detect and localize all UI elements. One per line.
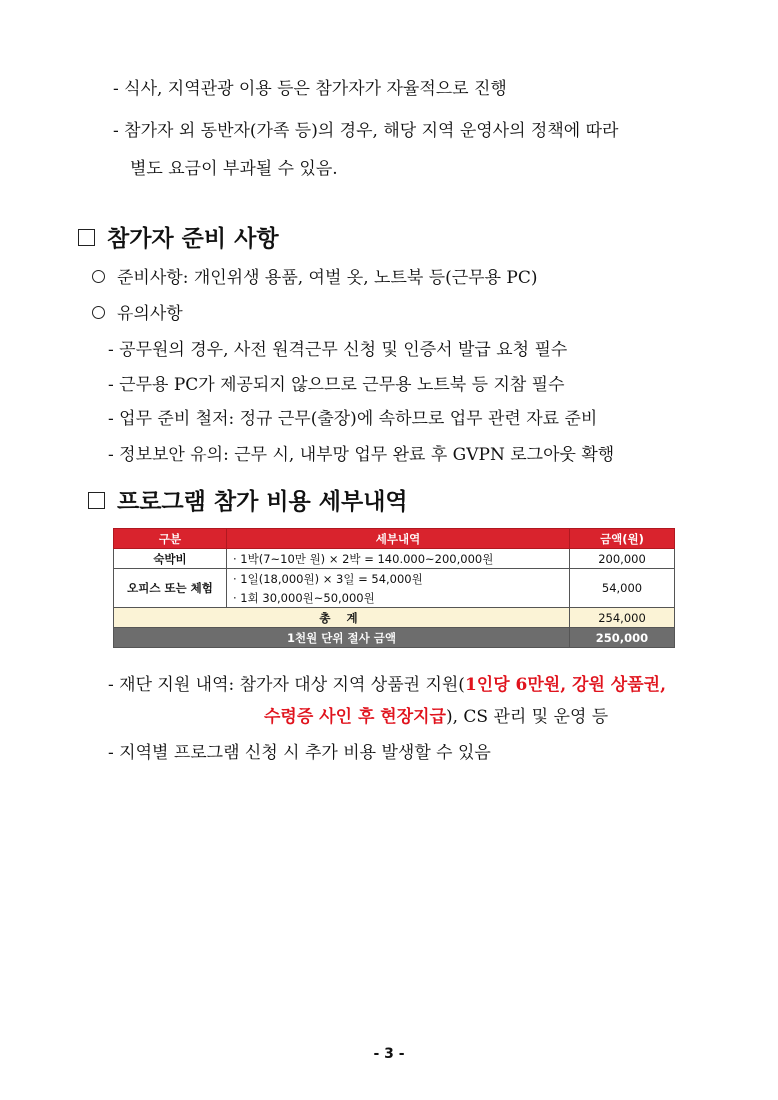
- detail-cell: · 1회 30,000원~50,000원: [227, 588, 570, 608]
- table-row: [114, 569, 675, 589]
- total-row: [114, 608, 675, 628]
- circle-bullet-icon: [92, 270, 105, 283]
- total-amount: 254,000: [570, 608, 675, 628]
- list-item: 준비사항: 개인위생 용품, 여벌 옷, 노트북 등(근무용 PC): [92, 266, 538, 290]
- rounded-row: [114, 628, 675, 648]
- text-line: - 식사, 지역관광 이용 등은 참가자가 자율적으로 진행: [113, 79, 507, 99]
- sub-item: - 공무원의 경우, 사전 원격근무 신청 및 인증서 발급 요청 필수: [108, 340, 568, 360]
- checkbox-icon: [88, 492, 105, 509]
- header-cell: 세부내역: [227, 529, 570, 549]
- rounded-amount: 250,000: [570, 628, 675, 648]
- table-header-row: [114, 529, 675, 549]
- section-title: 참가자 준비 사항: [107, 226, 279, 252]
- detail-cell: · 1일(18,000원) × 3일 = 54,000원: [227, 569, 570, 589]
- amount-cell: 54,000: [570, 569, 675, 608]
- circle-bullet-icon: [92, 306, 105, 319]
- note-line: 수령증 사인 후 현장지급), CS 관리 및 운영 등: [264, 707, 609, 727]
- detail-cell: · 1박(7~10만 원) × 2박 = 140.000~200,000원: [227, 549, 570, 569]
- header-cell: 금액(원): [570, 529, 675, 549]
- note-line: - 재단 지원 내역: 참가자 대상 지역 상품권 지원(1인당 6만원, 강원 상품권,: [108, 675, 666, 695]
- sub-item: - 정보보안 유의: 근무 시, 내부망 업무 완료 후 GVPN 로그아웃 확행: [108, 445, 615, 465]
- table-row: [114, 549, 675, 569]
- sub-item: - 근무용 PC가 제공되지 않으므로 근무용 노트북 등 지참 필수: [108, 375, 565, 395]
- list-item: 유의사항: [92, 302, 183, 326]
- text-line: 별도 요금이 부과될 수 있음.: [130, 159, 338, 179]
- total-label: 총 계: [114, 608, 570, 628]
- checkbox-icon: [78, 229, 95, 246]
- sub-item: - 업무 준비 철저: 정규 근무(출장)에 속하므로 업무 관련 자료 준비: [108, 409, 598, 429]
- page-number: - 3 -: [373, 1046, 405, 1062]
- category-cell: 오피스 또는 체험: [114, 569, 227, 608]
- cost-table: [113, 528, 675, 648]
- header-cell: 구분: [114, 529, 227, 549]
- section-title: 프로그램 참가 비용 세부내역: [117, 489, 408, 515]
- section-heading: [78, 224, 279, 254]
- section-heading: [88, 487, 408, 517]
- category-cell: 숙박비: [114, 549, 227, 569]
- highlight-text: 1인당 6만원, 강원 상품권,: [464, 675, 666, 695]
- highlight-text: 수령증 사인 후 현장지급: [264, 707, 446, 727]
- note-line: - 지역별 프로그램 신청 시 추가 비용 발생할 수 있음: [108, 743, 491, 763]
- rounded-label: 1천원 단위 절사 금액: [114, 628, 570, 648]
- amount-cell: 200,000: [570, 549, 675, 569]
- text-line: - 참가자 외 동반자(가족 등)의 경우, 해당 지역 운영사의 정책에 따라: [113, 121, 619, 141]
